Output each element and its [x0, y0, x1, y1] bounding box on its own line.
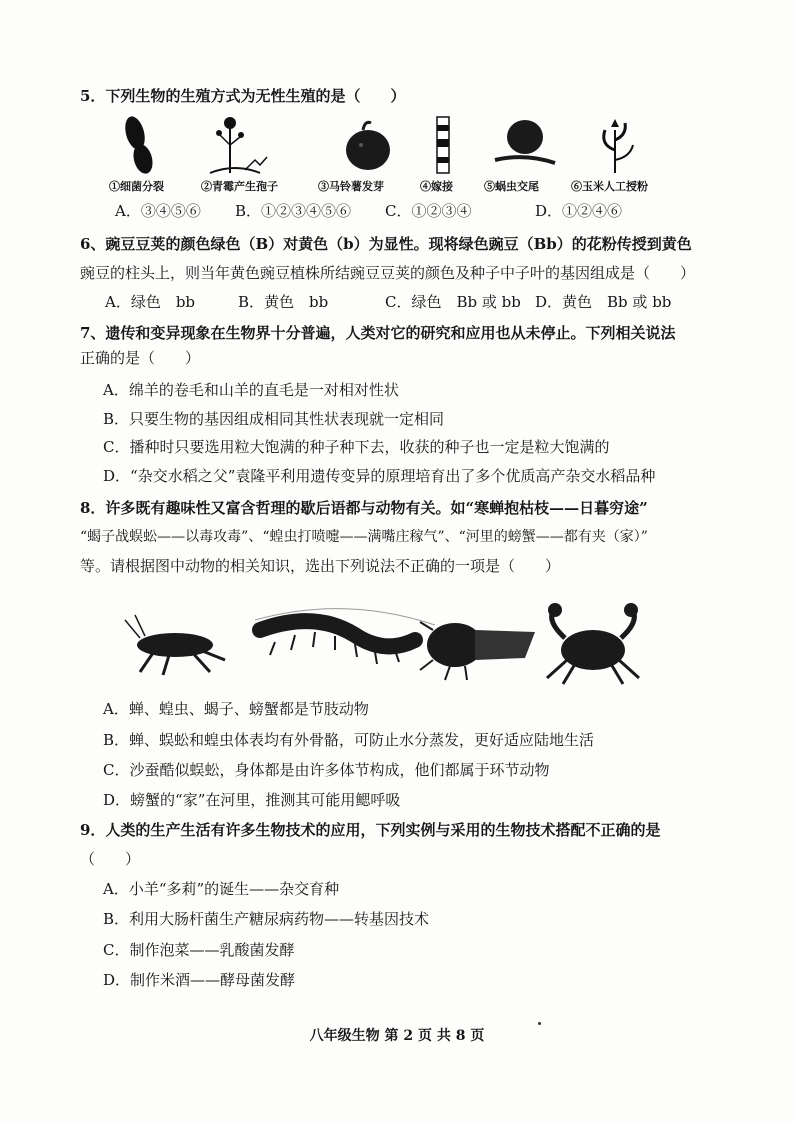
q8-option-b: B．蝉、蜈蚣和蝗虫体表均有外骨骼，可防止水分蒸发，更好适应陆地生活: [103, 731, 595, 749]
question-7-line-2: 正确的是（ ）: [80, 349, 201, 367]
caption-1: ①细菌分裂: [109, 180, 164, 193]
bacteria-division-image: [105, 115, 185, 175]
question-9-line-2: （ ）: [80, 850, 141, 868]
question-5-stem: 5．下列生物的生殖方式为无性生殖的是（ ）: [80, 87, 406, 105]
q6-option-d: D．黄色 Bb 或 bb: [535, 293, 672, 311]
q9-option-a: A．小羊“多莉”的诞生——杂交育种: [103, 880, 340, 898]
q8-option-a: A．蝉、蝗虫、蝎子、螃蟹都是节肢动物: [103, 700, 369, 718]
locust-icon: [125, 615, 225, 675]
crab-icon: [547, 603, 639, 684]
q6-option-a: A．绿色 bb: [105, 293, 196, 311]
q8-option-c: C．沙蚕酷似蜈蚣，身体都是由许多体节构成，他们都属于环节动物: [103, 761, 550, 779]
q5-option-d: D．①②④⑥: [535, 202, 623, 220]
question-9-line-1: 9．人类的生产生活有许多生物技术的应用，下列实例与采用的生物技术搭配不正确的是: [80, 821, 661, 839]
page-footer: 八年级生物 第 2 页 共 8 页: [309, 1028, 485, 1044]
sandworm-icon: [255, 609, 435, 664]
q6-option-b: B．黄色 bb: [238, 293, 329, 311]
question-7-line-1: 7、遗传和变异现象在生物界十分普遍，人类对它的研究和应用也从未停止。下列相关说法: [80, 324, 676, 342]
question-8-animals-image: [115, 600, 675, 690]
cicada-icon: [420, 622, 535, 680]
q9-option-b: B．利用大肠杆菌生产糖尿病药物——转基因技术: [103, 910, 430, 928]
q5-option-b: B．①②③④⑤⑥: [235, 202, 352, 220]
caption-2: ②青霉产生孢子: [201, 180, 278, 193]
question-6-line-2: 豌豆的柱头上，则当年黄色豌豆植株所结豌豆豆荚的颜色及种子中子叶的基因组成是（ ）: [80, 264, 696, 282]
caption-3: ③马铃薯发芽: [318, 180, 384, 193]
question-8-line-1: 8．许多既有趣味性又富含哲理的歇后语都与动物有关。如“寒蝉抱枯枝——日暮穷途”: [80, 499, 648, 517]
q6-option-c: C．绿色 Bb 或 bb: [385, 293, 521, 311]
q7-option-b: B．只要生物的基因组成相同其性状表现就一定相同: [103, 410, 445, 428]
q9-option-c: C．制作泡菜——乳酸菌发酵: [103, 941, 295, 959]
caption-5: ⑤蜗虫交尾: [484, 180, 539, 193]
snail-mating-image: [485, 115, 565, 175]
penicillium-spore-image: [205, 115, 285, 175]
caption-4: ④嫁接: [420, 180, 453, 193]
potato-sprout-image: [333, 115, 413, 175]
q7-option-d: D．“杂交水稻之父”袁隆平利用遗传变异的原理培育出了多个优质高产杂交水稻品种: [103, 467, 656, 485]
question-5-images: [105, 115, 680, 175]
q8-option-d: D．螃蟹的“家”在河里，推测其可能用鳃呼吸: [103, 791, 401, 809]
q7-option-c: C．播种时只要选用粒大饱满的种子种下去，收获的种子也一定是粒大饱满的: [103, 438, 610, 456]
caption-6: ⑥玉米人工授粉: [571, 180, 648, 193]
question-8-line-3: 等。请根据图中动物的相关知识，选出下列说法不正确的一项是（ ）: [80, 557, 561, 575]
corn-pollination-image: [585, 115, 665, 175]
q7-option-a: A．绵羊的卷毛和山羊的直毛是一对相对性状: [103, 381, 399, 399]
question-8-line-2: “蝎子战蜈蚣——以毒攻毒”、“蝗虫打喷嚏——满嘴庄稼气”、“河里的螃蟹——都有夹（家）”: [80, 529, 648, 545]
q5-option-a: A．③④⑤⑥: [115, 202, 201, 220]
q5-option-c: C．①②③④: [385, 202, 472, 220]
q9-option-d: D．制作米酒——酵母菌发酵: [103, 971, 296, 989]
question-6-line-1: 6、豌豆豆荚的颜色绿色（B）对黄色（b）为显性。现将绿色豌豆（Bb）的花粉传授到黄色: [80, 235, 692, 253]
